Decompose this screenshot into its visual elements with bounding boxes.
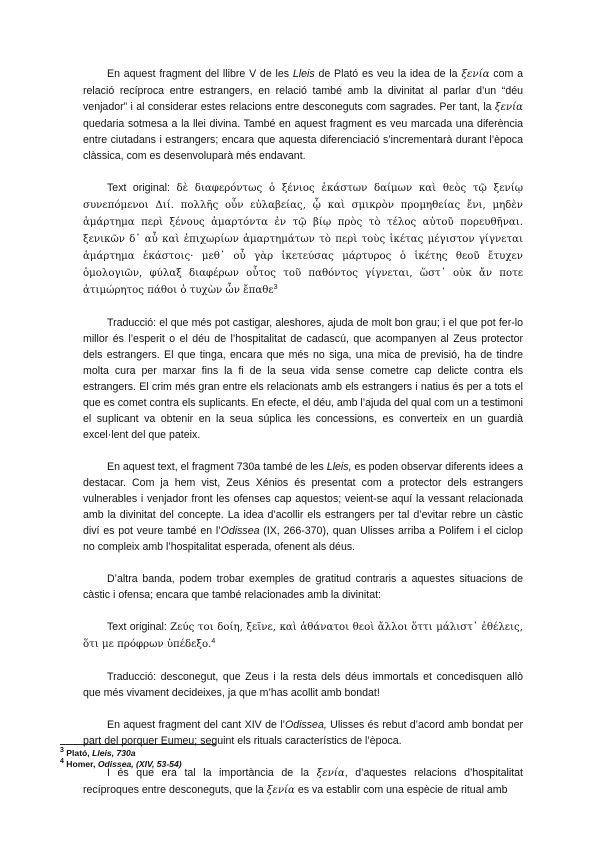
paragraph-analysis xyxy=(83,459,523,555)
book-title: Lleis, xyxy=(326,461,352,473)
text-run: D’altra banda, podem trobar exemples de gratitud contraris a aquestes situacions de càstic i ofensa; encara que també relacionades amb la divinitat: xyxy=(83,573,523,601)
text-run: En aquest text, el fragment 730a també de les xyxy=(107,461,327,473)
text-run: com a relació recíproca entre estrangers, en relació també amb la divinitat al parlar d’un “déu venjador” i al considerar estes relacions entre desconeguts com sagrades. Per tant, la xyxy=(83,68,523,113)
text-run: Traducció: el que més pot castigar, aleshores, ajuda de molt bon grau; i el que pot fer-lo millor és l’esperit o el déu de l’hospitalitat de cadascú, que acompanyen al Zeus protector dels estrangers. El que tinga, encara que més no siga, una mica de previsió, ha de tindre molta cura per marxar fins la fi de la seua vida sense cometre cap delicte contra els estrangers. El crim més gran entre els relacionats amb els estrangers i natius és per a tots el que es comet contra els suplicants. En efecte, el déu, amb l’ajuda del qual com un a testimoni el suplicant va obtenir en la seua súplica les concessions, es converteix en un guardià excel·lent del que pateix. xyxy=(83,317,523,441)
greek-quote: Ζεύς τοι δοίη, ξεῖνε, καὶ ἀθάνατοι θεοὶ ἄλλοι ὅττι μάλιστ᾽ ἐθέλεις, ὅτι με πρόφρων ὑπέδεξο. xyxy=(83,622,523,650)
footnote-ref: 3 xyxy=(273,284,278,291)
text-run: I és que era tal la importància de la xyxy=(107,767,317,779)
footnote-3: $^3$ Plató, Lleis, 730a xyxy=(60,747,136,758)
paragraph-importance xyxy=(83,765,523,799)
text-run: (IX, 266-370), quan Ulisses arriba a Polifem i el ciclop no compleix amb l’hospitalitat esperada, ofenent als déus. xyxy=(83,525,523,553)
book-title: Odissea, xyxy=(284,719,327,731)
paragraph-greek-original-2 xyxy=(83,619,523,653)
paragraph-intro xyxy=(83,66,523,164)
text-run: En aquest fragment del llibre V de les xyxy=(107,68,293,80)
footnote-4: $^4$ Homer, Odissea, (XIV, 53-54) xyxy=(60,758,182,769)
text-run: Traducció: desconegut, que Zeus i la resta dels déus immortals et concedisquen allò que més vivament decideixes, ja que m’has acollit amb bondat! xyxy=(83,671,523,699)
text-run: es va establir com una espècie de ritual amb xyxy=(294,784,508,796)
paragraph-greek-original-1 xyxy=(83,180,523,299)
text-run: En aquest fragment del cant XIV de l’ xyxy=(107,719,285,731)
text-run: de Plató es veu la idea de la xyxy=(314,68,462,80)
paragraph-translation-2 xyxy=(83,669,523,701)
footnote-ref: 4 xyxy=(211,638,216,645)
text-run: es poden observar diferents idees a destacar. Com ja hem vist, Zeus Xénios és presentat com a protector dels estrangers vulnerables i venjador front les ofenses cap aquestos; veient-se aquí la vessant relacionada amb la divinitat del concepte. La idea d’acollir els estrangers per tal d’evitar rebre un càstic diví es pot veure també en l’ xyxy=(83,461,523,537)
book-title: Odissea xyxy=(220,525,260,537)
text-run: Ulisses és rebut d’acord amb bondat per part del porquer Eumeu; seguint els rituals característics de l’època. xyxy=(83,719,523,747)
body-text xyxy=(83,66,523,815)
greek-quote: δὲ διαφερόντως ὁ ξένιος ἑκάστων δαίμων καὶ θεὸς τῷ ξενίῳ συνεπόμενοι Διί. πολλῆς οὖν εὐλαβείας, ᾧ καὶ σμικρὸν προμηθείας ἔνι, μηδὲν ἁμάρτημα περὶ ξένους ἁμαρτόντα ἐν τῷ βίῳ πρὸς τὸ τέλος αὐτοῦ πορευθῆναι. ξενικῶν δ᾽ αὖ καὶ ἐπιχωρίων ἁμαρτημάτων τὸ περὶ τοὺς ἱκέτας μέγιστον γίγνεται ἁμάρτημα ἑκάστοις· μεθ᾽ οὗ γὰρ ἱκετεύσας μάρτυρος ὁ ἱκέτης θεοῦ ἔτυχεν ὁμολογιῶν, φύλαξ διαφέρων οὗτος τοῦ παθόντος γίγνεται, ὥστ᾽ οὐκ ἄν ποτε ἀτιμώρητος πάθοι ὁ τυχὼν ὧν ἔπαθε xyxy=(83,183,523,296)
text-run: quedaria sotmesa a la llei divina. També en aquest fragment es veu marcada una diferència entre ciutadans i estrangers; encara que aquesta diferenciació s’incrementarà durant l’època clàssica, com es desenvoluparà més endavant. xyxy=(83,118,523,162)
paragraph-translation-1 xyxy=(83,315,523,443)
paragraph-gratitude xyxy=(83,571,523,603)
greek-term: ξενία xyxy=(494,102,523,113)
text-run: , d’aquestes relacions d’hospitalitat recíproques entre desconeguts, que la xyxy=(83,767,523,796)
book-title: Lleis xyxy=(292,68,315,80)
label: Text original: xyxy=(107,182,177,194)
footnote-divider xyxy=(60,744,216,745)
greek-term: ξενία xyxy=(461,69,490,80)
greek-term: ξενία xyxy=(316,768,345,779)
footnotes xyxy=(60,744,530,770)
label: Text original: xyxy=(107,621,171,633)
greek-term: ξενία xyxy=(266,785,295,796)
